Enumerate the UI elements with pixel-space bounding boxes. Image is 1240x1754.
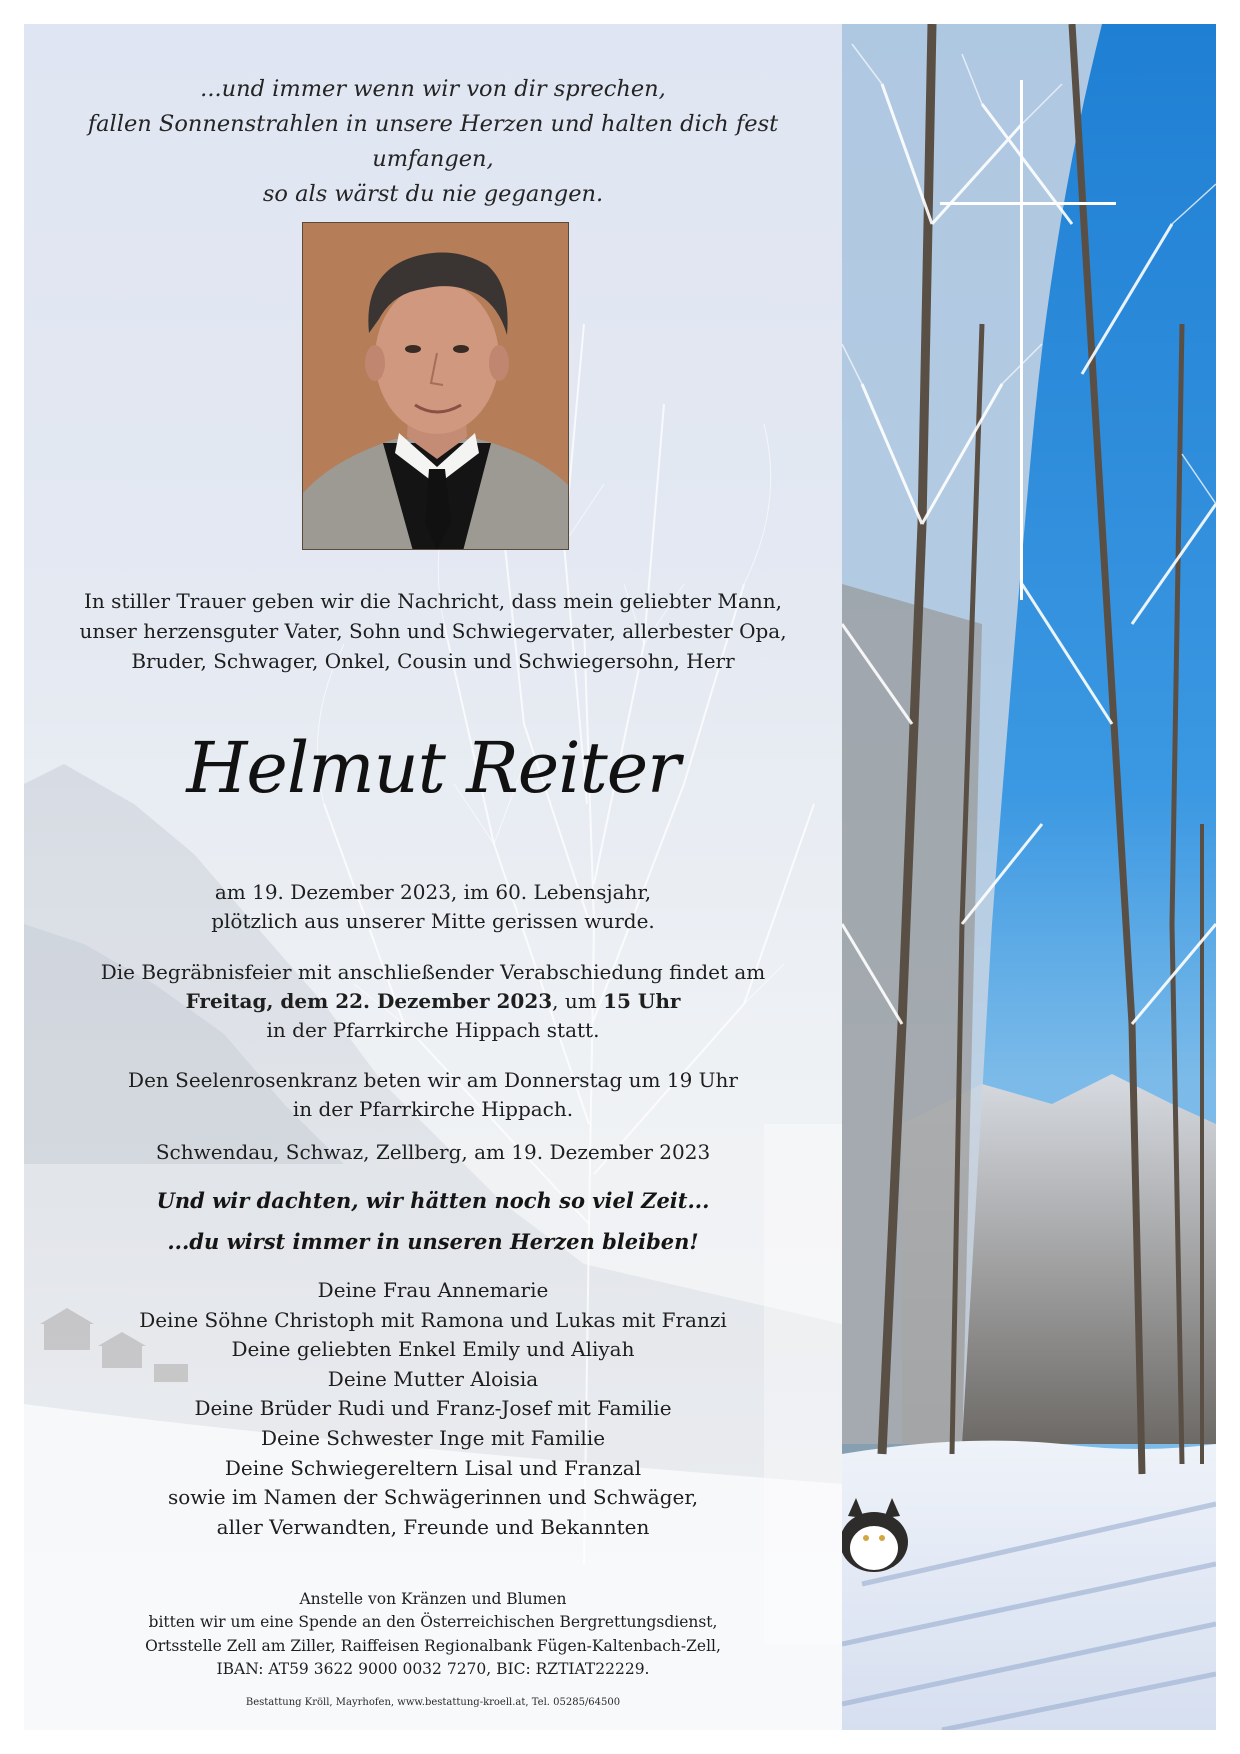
funeral-location: in der Pfarrkirche Hippach statt. (266, 1018, 600, 1042)
death-line: plötzlich aus unserer Mitte gerissen wurde. (211, 909, 655, 933)
funeral-time-prefix: , um (552, 989, 604, 1013)
cross-icon-vertical (1020, 80, 1023, 600)
announcement-text (24, 586, 842, 676)
donation-line: Ortsstelle Zell am Ziller, Raiffeisen Regionalbank Fügen-Kaltenbach-Zell, (145, 1636, 721, 1655)
cross-icon-horizontal (940, 202, 1116, 205)
obituary-sheet (24, 24, 1216, 1730)
funeral-time: 15 Uhr (603, 989, 681, 1013)
mourner-line: sowie im Namen der Schwägerinnen und Schwäger, (167, 1485, 699, 1510)
funeral-date-line (24, 987, 842, 1016)
winter-path-image (842, 24, 1216, 1730)
announcement-line: In stiller Trauer geben wir die Nachricht, dass mein geliebter Mann, (84, 589, 782, 613)
announcement-line: Bruder, Schwager, Onkel, Cousin und Schwiegersohn, Herr (131, 649, 735, 673)
rosary-info (24, 1066, 842, 1124)
deceased-name: Helmut Reiter (186, 727, 680, 809)
mourner-line: Deine Brüder Rudi und Franz-Josef mit Familie (194, 1396, 672, 1421)
deceased-portrait (302, 222, 569, 550)
closing-words (24, 1180, 842, 1262)
donation-line: bitten wir um eine Spende an den Österreichischen Bergrettungsdienst, (148, 1613, 718, 1632)
quote-line: fallen Sonnenstrahlen in unsere Herzen und halten dich fest umfangen, (87, 111, 779, 172)
quote-line: ...und immer wenn wir von dir sprechen, (200, 76, 666, 102)
announcement-line: unser herzensguter Vater, Sohn und Schwiegervater, allerbester Opa, (79, 619, 787, 643)
donation-note (24, 1588, 842, 1681)
funeral-home-footer: Bestattung Kröll, Mayrhofen, www.bestattung-kroell.at, Tel. 05285/64500 (245, 1697, 621, 1708)
memorial-quote (24, 72, 842, 212)
portrait-photo (303, 223, 569, 550)
mourner-line: Deine Schwiegereltern Lisal und Franzal (224, 1455, 642, 1480)
funeral-info (24, 958, 842, 1045)
donation-line: Anstelle von Kränzen und Blumen (299, 1590, 567, 1608)
mourner-line: Deine geliebten Enkel Emily und Aliyah (231, 1337, 635, 1362)
rosary-line: in der Pfarrkirche Hippach. (292, 1097, 574, 1121)
mourner-line: Deine Frau Annemarie (317, 1278, 549, 1302)
mourner-line: aller Verwandten, Freunde und Bekannten (216, 1514, 650, 1539)
closing-line: ...du wirst immer in unseren Herzen bleiben! (167, 1229, 699, 1254)
mourner-line: Deine Söhne Christoph mit Ramona und Lukas mit Franzi (139, 1307, 727, 1332)
place-date: Schwendau, Schwaz, Zellberg, am 19. Dezember 2023 (155, 1140, 711, 1164)
quote-line: so als wärst du nie gegangen. (262, 181, 604, 207)
death-line: am 19. Dezember 2023, im 60. Lebensjahr, (214, 880, 652, 904)
mourners-list (24, 1276, 842, 1542)
rosary-line: Den Seelenrosenkranz beten wir am Donnerstag um 19 Uhr (128, 1068, 738, 1092)
donation-line: IBAN: AT59 3622 9000 0032 7270, BIC: RZTIAT22229. (216, 1659, 650, 1678)
mourner-line: Deine Mutter Aloisia (327, 1366, 539, 1391)
funeral-line: Die Begräbnisfeier mit anschließender Verabschiedung findet am (100, 960, 766, 984)
closing-line: Und wir dachten, wir hätten noch so viel Zeit... (156, 1188, 710, 1213)
death-notice (24, 878, 842, 936)
winter-forest-photo (842, 24, 1216, 1730)
text-panel (24, 24, 842, 1730)
mourner-line: Deine Schwester Inge mit Familie (260, 1425, 606, 1450)
funeral-date: Freitag, dem 22. Dezember 2023 (185, 989, 553, 1013)
